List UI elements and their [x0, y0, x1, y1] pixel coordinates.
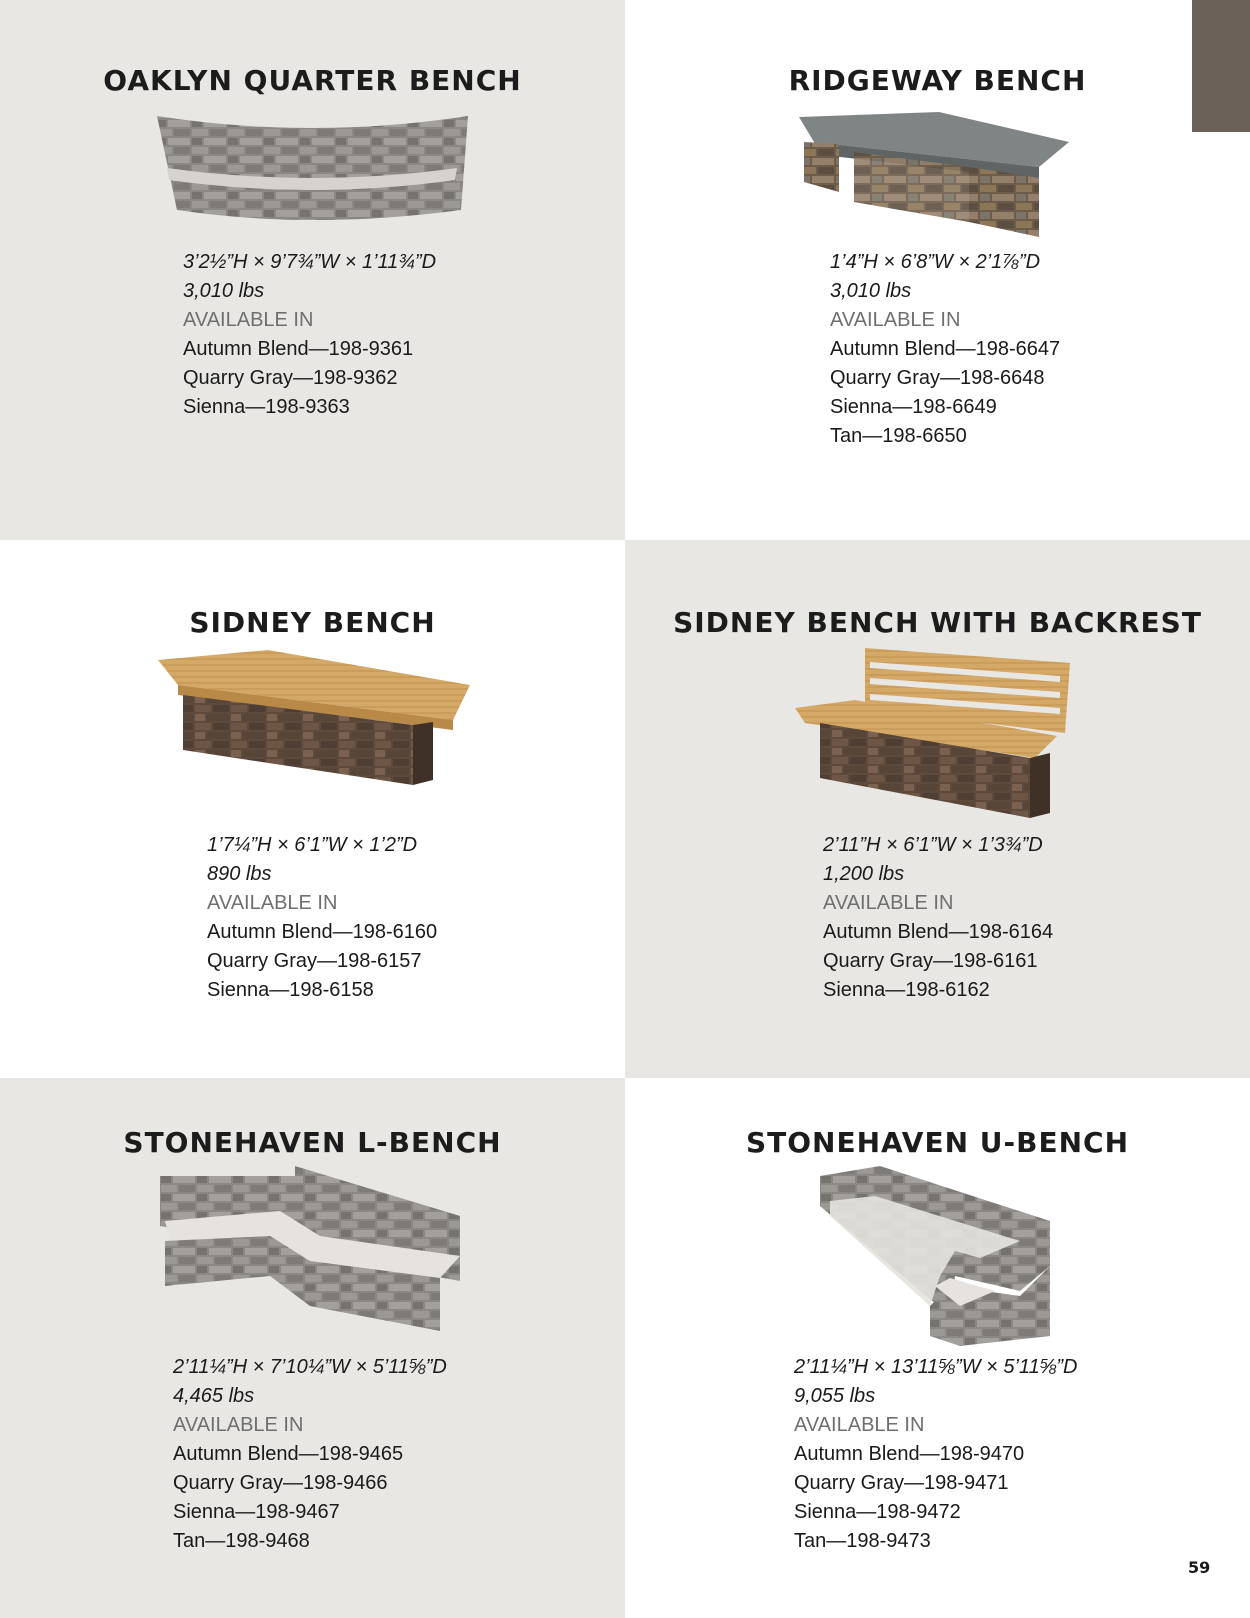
weight: 4,465 lbs	[173, 1385, 255, 1407]
color-option: Sienna—198-6649	[830, 396, 997, 418]
available-label: AVAILABLE IN	[173, 1414, 304, 1436]
product-title: RIDGEWAY BENCH	[788, 64, 1087, 97]
color-option: Autumn Blend—198-6647	[830, 338, 1061, 360]
product-title: OAKLYN QUARTER BENCH	[103, 64, 522, 97]
product-specs	[207, 831, 437, 1005]
product-panel-sidney	[0, 540, 625, 1078]
color-option: Sienna—198-9472	[794, 1501, 961, 1523]
page-number: 59	[1188, 1558, 1211, 1577]
color-option: Quarry Gray—198-6648	[830, 367, 1045, 389]
color-option: Tan—198-9468	[173, 1530, 310, 1552]
product-specs	[823, 831, 1053, 1005]
available-label: AVAILABLE IN	[207, 892, 338, 914]
product-specs	[173, 1353, 447, 1556]
weight: 9,055 lbs	[794, 1385, 876, 1407]
color-option: Quarry Gray—198-9362	[183, 367, 398, 389]
color-option: Autumn Blend—198-9465	[173, 1443, 404, 1465]
product-specs	[183, 248, 436, 422]
weight: 3,010 lbs	[183, 280, 265, 302]
color-option: Autumn Blend—198-9470	[794, 1443, 1025, 1465]
weight: 1,200 lbs	[823, 863, 905, 885]
weight: 3,010 lbs	[830, 280, 912, 302]
product-specs	[830, 248, 1060, 451]
u-shaped-stone-bench-image	[820, 1166, 1055, 1356]
product-panel-ridgeway	[625, 0, 1250, 540]
color-option: Sienna—198-9363	[183, 396, 350, 418]
dimensions: 2’11”H × 6’1”W × 1’3¾”D	[823, 834, 1043, 856]
curved-stone-bench-image	[155, 110, 470, 230]
product-panel-stonehaven-l	[0, 1078, 625, 1618]
color-option: Quarry Gray—198-6157	[207, 950, 422, 972]
dimensions: 2’11¼”H × 13’11⅝”W × 5’11⅝”D	[794, 1356, 1078, 1378]
color-option: Autumn Blend—198-6160	[207, 921, 438, 943]
product-specs	[794, 1353, 1077, 1556]
dimensions: 3’2½”H × 9’7¾”W × 1’11¾”D	[183, 251, 437, 273]
color-option: Autumn Blend—198-9361	[183, 338, 414, 360]
product-panel-oaklyn	[0, 0, 625, 540]
l-shaped-stone-bench-image	[160, 1166, 465, 1341]
color-option: Autumn Blend—198-6164	[823, 921, 1054, 943]
product-title: STONEHAVEN U-BENCH	[745, 1126, 1130, 1159]
dimensions: 2’11¼”H × 7’10¼”W × 5’11⅝”D	[173, 1356, 447, 1378]
product-title: SIDNEY BENCH WITH BACKREST	[673, 606, 1202, 639]
dimensions: 1’7¼”H × 6’1”W × 1’2”D	[207, 834, 418, 856]
stone-slab-bench-image	[799, 112, 1079, 247]
dimensions: 1’4”H × 6’8”W × 2’1⅞”D	[830, 251, 1041, 273]
available-label: AVAILABLE IN	[830, 309, 961, 331]
product-panel-sidney-backrest	[625, 540, 1250, 1078]
product-title: STONEHAVEN L-BENCH	[123, 1126, 502, 1159]
color-option: Sienna—198-6162	[823, 979, 990, 1001]
color-option: Quarry Gray—198-6161	[823, 950, 1038, 972]
available-label: AVAILABLE IN	[183, 309, 314, 331]
available-label: AVAILABLE IN	[794, 1414, 925, 1436]
available-label: AVAILABLE IN	[823, 892, 954, 914]
color-option: Tan—198-9473	[794, 1530, 931, 1552]
product-title: SIDNEY BENCH	[189, 606, 436, 639]
color-option: Sienna—198-9467	[173, 1501, 340, 1523]
color-option: Quarry Gray—198-9471	[794, 1472, 1009, 1494]
product-panel-stonehaven-u	[625, 1078, 1250, 1618]
wood-top-stone-bench-image	[158, 650, 470, 795]
color-option: Tan—198-6650	[830, 425, 967, 447]
color-option: Quarry Gray—198-9466	[173, 1472, 388, 1494]
wood-backrest-stone-bench-image	[795, 648, 1080, 828]
color-option: Sienna—198-6158	[207, 979, 374, 1001]
section-tab	[1192, 0, 1250, 132]
weight: 890 lbs	[207, 863, 272, 885]
